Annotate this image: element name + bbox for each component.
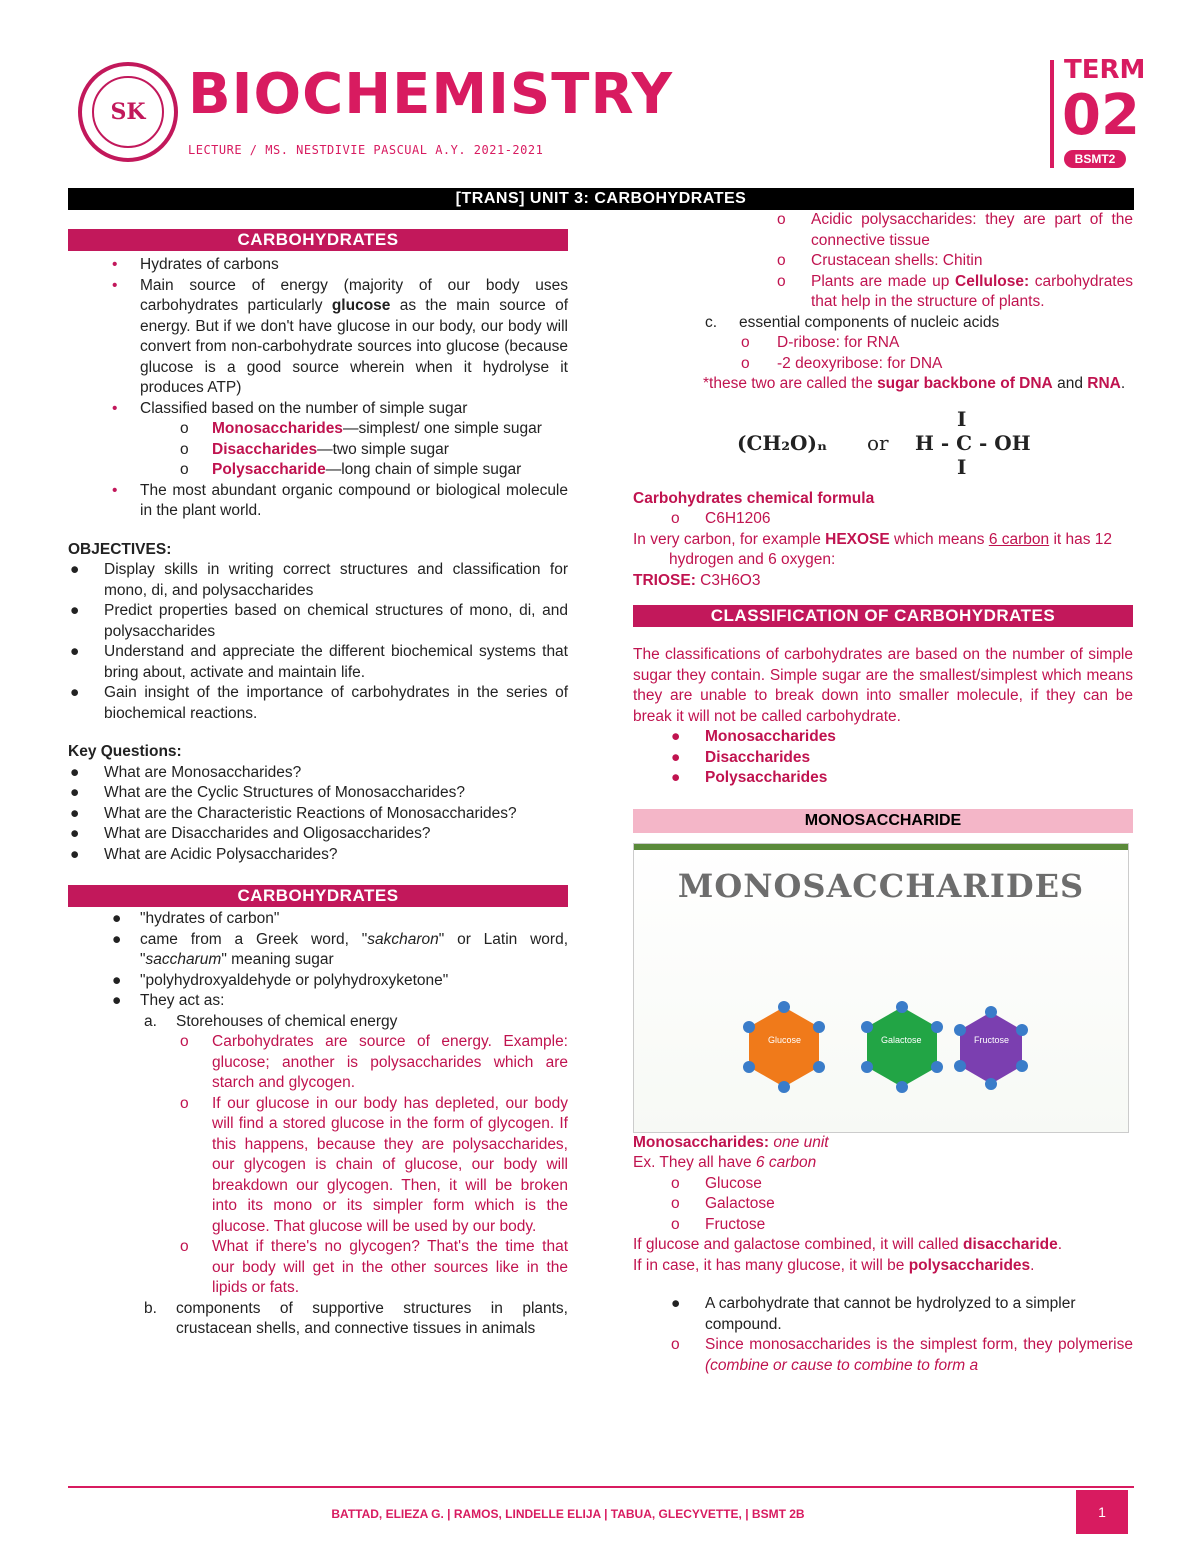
objectives-heading: OBJECTIVES:	[68, 540, 172, 558]
list-item: ● "polyhydroxyaldehyde or polyhydroxyketone"	[112, 971, 449, 989]
list-item: ● came from a Greek word, "sakcharon" or Latin word, "saccharum" meaning sugar	[112, 930, 569, 968]
list-item: ● What are the Cyclic Structures of Monosaccharides?	[70, 784, 465, 801]
fructose-label: Fructose	[974, 1034, 1010, 1045]
list-item: o Fructose	[671, 1215, 766, 1233]
list-item: o If our glucose in our body has depleted, our body will find a stored glucose in the form of glycogen. If this happens, because they are polysaccharides, our glycogen is chain of glucose, our body will breakdown our glycogen. Then, it will be broken into its mono or its simpler form which is the glucose. That glucose will be used by our body.	[180, 1094, 568, 1235]
lecture-subtitle: LECTURE / MS. NESTDIVIE PASCUAL A.Y. 2021-2021	[188, 143, 544, 157]
list-item: • The most abundant organic compound or biological molecule in the plant world.	[112, 481, 568, 519]
page-number: 1	[1076, 1490, 1128, 1534]
footer-authors: BATTAD, ELIEZA G. | RAMOS, LINDELLE ELIJA | TABUA, GLECYVETTE, | BSMT 2B	[331, 1507, 805, 1521]
term-badge: BSMT2	[1064, 150, 1126, 168]
list-item: • Hydrates of carbons	[112, 256, 279, 273]
list-item: ● Predict properties based on chemical structures of mono, di, and polysaccharides	[70, 602, 568, 640]
list-item: ● Gain insight of the importance of carbohydrates in the series of biochemical reactions.	[70, 684, 568, 722]
list-item: ● A carbohydrate that cannot be hydrolyzed to a simpler compound.	[671, 1295, 1076, 1333]
example-line: Ex. They all have 6 carbon	[633, 1154, 817, 1171]
section-header-classification: CLASSIFICATION OF CARBOHYDRATES	[633, 605, 1133, 627]
list-item: o Carbohydrates are source of energy. Example: glucose; another is polysaccharides which are starch and glycogen.	[180, 1033, 568, 1091]
list-item: o Glucose	[671, 1174, 762, 1192]
glucose-label: Glucose	[768, 1034, 802, 1045]
section-header-monosaccharide: MONOSACCHARIDE	[633, 809, 1133, 833]
footer-divider	[68, 1486, 1134, 1488]
list-item: o Plants are made up Cellulose: carbohydrates that help in the structure of plants.	[777, 272, 1133, 310]
list-item: o Crustacean shells: Chitin	[777, 252, 983, 269]
list-item: o C6H1206	[671, 510, 771, 527]
list-item: ● What are Disaccharides and Oligosaccharides?	[70, 825, 431, 842]
list-item: o Monosaccharides—simplest/ one simple sugar	[180, 420, 542, 437]
list-item: ● What are Acidic Polysaccharides?	[70, 845, 338, 863]
galactose-label: Galactose	[881, 1034, 922, 1045]
document-title: BIOCHEMISTRY	[188, 62, 674, 127]
note-sugar-backbone: *these two are called the sugar backbone of DNA and RNA.	[703, 375, 1126, 392]
term-number: 02	[1062, 83, 1140, 148]
section-header-carbohydrates-2: CARBOHYDRATES	[68, 885, 568, 907]
list-item: o -2 deoxyribose: for DNA	[741, 354, 943, 372]
list-item: ● What are Monosaccharides?	[70, 763, 302, 781]
polysaccharide-line: If in case, it has many glucose, it will be polysaccharides.	[633, 1256, 1035, 1274]
list-item: • Main source of energy (majority of our body uses carbohydrates particularly glucose as the main source of energy. But if we don't have glucose in our body, our body will convert from non-carbohydrate sources into glucose (because glucose is a good source wherein when it hydrolyse it produces ATP)	[112, 276, 569, 396]
term-divider	[1050, 60, 1054, 168]
right-column	[633, 210, 1133, 1376]
list-item: • Classified based on the number of simple sugar	[112, 399, 468, 417]
left-column	[68, 229, 568, 1340]
list-item: ● Display skills in writing correct structures and classification for mono, di, and polysaccharides	[70, 561, 568, 599]
list-item: ● Polysaccharides	[671, 769, 828, 786]
list-item: o Polysaccharide—long chain of simple sugar	[180, 461, 522, 478]
list-item: o Since monosaccharides is the simplest form, they polymerise (combine or cause to combine to form a	[671, 1336, 1133, 1374]
monosaccharides-illustration	[633, 843, 1129, 1133]
carbohydrate-formula: (CH₂O)ₙ or H - C - OH I I	[737, 406, 1031, 479]
list-item: ● "hydrates of carbon"	[112, 910, 280, 927]
illustration-title: MONOSACCHARIDES	[677, 866, 1085, 905]
hexose-text: In very carbon, for example HEXOSE which means 6 carbon it has 12 hydrogen and 6 oxygen:	[633, 530, 1113, 568]
list-item: o Galactose	[671, 1195, 775, 1212]
hexagon-structures	[634, 844, 1130, 1134]
unit-title-bar: [TRANS] UNIT 3: CARBOHYDRATES	[68, 188, 1134, 210]
list-item: o Disaccharides—two simple sugar	[180, 440, 449, 458]
list-item: ● What are the Characteristic Reactions of Monosaccharides?	[70, 804, 517, 822]
list-item: o D-ribose: for RNA	[741, 334, 900, 351]
list-item: o What if there's no glycogen? That's the time that our body will get in the other sources like in the lipids or fats.	[180, 1238, 568, 1296]
key-questions-heading: Key Questions:	[68, 743, 182, 760]
list-item: ● Monosaccharides	[671, 728, 836, 745]
triose-text: TRIOSE: C3H6O3	[633, 571, 761, 589]
list-item: a. Storehouses of chemical energy	[144, 1012, 398, 1030]
section-header-carbohydrates: CARBOHYDRATES	[68, 229, 568, 251]
college-seal-logo	[78, 62, 178, 162]
term-label: TERM	[1064, 55, 1146, 85]
monosaccharide-definition: Monosaccharides: one unit	[633, 1133, 829, 1151]
list-item: c. essential components of nucleic acids	[705, 313, 1000, 331]
list-item: b. components of supportive structures in plants, crustacean shells, and connective tissues in animals	[144, 1299, 568, 1337]
list-item: ● Disaccharides	[671, 748, 811, 766]
list-item: ● They act as:	[112, 992, 225, 1009]
disaccharide-line: If glucose and galactose combined, it will called disaccharide.	[633, 1236, 1063, 1253]
classification-paragraph: The classifications of carbohydrates are based on the number of simple sugar they contain. Simple sugar are the smallest/simplest which means they are unable to break down into smaller molecule, if they can be break it will not be called carbohydrate.	[633, 646, 1133, 725]
list-item: ● Understand and appreciate the different biochemical systems that bring about, activate and maintain life.	[70, 643, 568, 681]
seal-monogram: SK	[110, 98, 146, 125]
list-item: o Acidic polysaccharides: they are part of the connective tissue	[777, 211, 1133, 249]
chem-formula-heading: Carbohydrates chemical formula	[633, 489, 875, 507]
